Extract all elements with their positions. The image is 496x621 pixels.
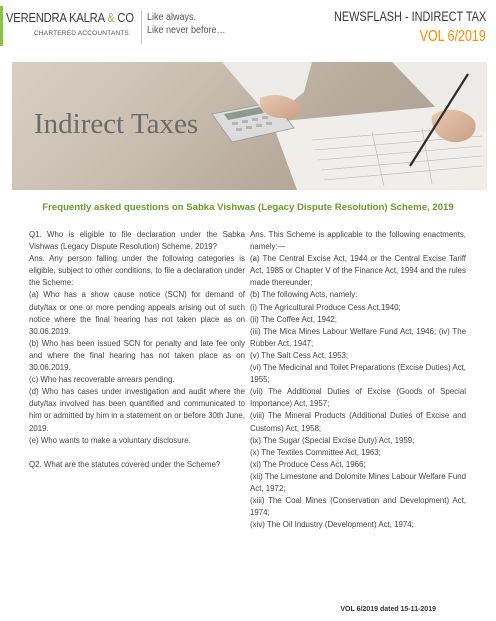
paragraph-gap — [29, 447, 245, 459]
faq-list-item: (xiii) The Coal Mines (Conservation and Development) Act, 1974; — [250, 496, 466, 518]
faq-list-item: (a) The Central Excise Act, 1944 or the Central Excise Tariff Act, 1985 or Chapter V of the Finance Act, 1994 and the rules made thereunder; — [250, 254, 466, 288]
faq-list-item: (a) Who has a show cause notice (SCN) for demand of duty/tax or one or more pending appeals arising out of such notice where the final hearing has not taken place as on 30.06.2019. — [29, 290, 245, 336]
faq-question: Q1. Who is eligible to file declaration under the Sabka Vishwas (Legacy Dispute Resolution) Scheme, 2019? — [29, 230, 245, 252]
newsflash-title: NEWSFLASH - INDIRECT TAX — [333, 8, 486, 24]
section-heading: Frequently asked questions on Sabka Vishwas (Legacy Dispute Resolution) Scheme, 2019 — [42, 202, 454, 213]
faq-list-item: (xi) The Produce Cess Act, 1966; — [250, 459, 366, 469]
faq-list-item: (ix) The Sugar (Special Excise Duty) Act, 1959; — [250, 435, 415, 445]
faq-question: Q2. What are the statutes covered under the Scheme? — [29, 459, 221, 469]
faq-list-item: (x) The Textiles Committee Act, 1963; — [250, 447, 381, 457]
tagline — [147, 11, 226, 37]
firm-accent-bar — [0, 6, 3, 46]
faq-list-item: (i) The Agricultural Produce Cess Act,1940; — [250, 302, 401, 312]
faq-list-item: (viii) The Mineral Products (Additional Duties of Excise and Customs) Act, 1958; — [250, 411, 466, 433]
firm-subtitle: CHARTERED ACCOUNTANTS — [34, 30, 129, 37]
faq-list-item: (c) Who has recoverable arrears pending. — [29, 375, 175, 385]
firm-name-part: VERENDRA KALRA — [6, 10, 108, 25]
firm-name-ampersand: & — [107, 10, 115, 25]
right-column — [250, 229, 466, 531]
page-footer: VOL 6/2019 dated 15-11-2019 — [340, 606, 436, 613]
header-divider — [141, 10, 142, 44]
faq-list-item: (ii) The Coffee Act, 1942; — [250, 314, 337, 324]
faq-list-item: (b) The following Acts, namely: — [250, 290, 358, 300]
faq-list-item: (xiv) The Oil Industry (Development) Act, 1974; — [250, 520, 414, 530]
page-header — [0, 0, 496, 60]
left-column — [29, 229, 245, 471]
faq-list-item: (vii) The Additional Duties of Excise (Goods of Special Importance) Act, 1957; — [250, 387, 466, 409]
faq-list-item: (e) Who wants to make a voluntary disclosure. — [29, 435, 191, 445]
banner-title: Indirect Taxes — [34, 108, 199, 140]
faq-answer: Ans. Any person falling under the following categories is eligible, subject to other conditions, to file a declaration under the Scheme: — [29, 254, 245, 288]
faq-list-item: (xii) The Limestone and Dolomite Mines Labour Welfare Fund Act, 1972; — [250, 471, 466, 493]
tagline-line: Like always. — [147, 12, 197, 23]
faq-list-item: (b) Who has been issued SCN for penalty and late fee only and where the final hearing has not taken place as on 30.06.2019. — [29, 338, 245, 373]
faq-list-item: (vi) The Medicinal and Toilet Preparations (Excise Duties) Act, 1955; — [250, 363, 466, 385]
tagline-line: Like never before… — [147, 25, 226, 36]
volume-label: VOL 6/2019 — [419, 28, 486, 45]
firm-name-part: CO — [114, 10, 134, 25]
faq-answer: Ans. This Scheme is applicable to the following enactments, namely:— — [250, 230, 466, 252]
banner-image — [12, 62, 487, 190]
faq-list-item: (d) Who has cases under investigation and audit where the duty/tax involved has been quantified and communicated to him or admitted by him in a statement on or before 30th June, 2019. — [29, 387, 245, 433]
firm-name — [6, 10, 134, 25]
faq-list-item: (iii) The Mica Mines Labour Welfare Fund Act, 1946; (iv) The Rubber Act, 1947; — [250, 326, 466, 348]
faq-list-item: (v) The Salt Cess Act, 1953; — [250, 350, 349, 360]
